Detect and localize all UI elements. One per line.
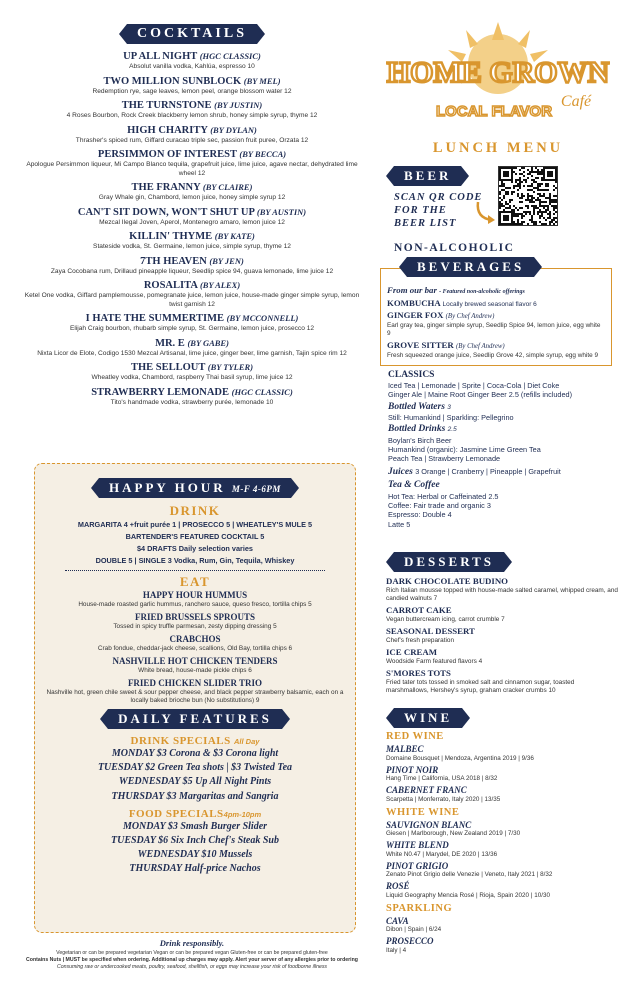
cocktail-by: (BY JEN) xyxy=(209,255,244,266)
food-special: MONDAY $3 Smash Burger Slider xyxy=(122,820,268,832)
food-special: WEDNESDAY $10 Mussels xyxy=(137,849,253,861)
drink-specials-list xyxy=(35,747,355,804)
drink-specials-title: DRINK SPECIALS All Day xyxy=(130,735,260,747)
cocktail-name-line xyxy=(20,279,364,292)
bottled-waters: Bottled Waters 3 xyxy=(388,401,451,412)
dessert-desc: Chef's fresh preparation xyxy=(386,637,455,644)
dessert-name: SEASONAL DESSERT xyxy=(386,626,475,636)
drink-responsibly: Drink responsibly. xyxy=(159,938,225,948)
happy-hour-title: HAPPY HOUR xyxy=(109,480,226,495)
footer xyxy=(20,940,364,971)
hh-drink-line: BARTENDER'S FEATURED COCKTAIL 5 xyxy=(125,532,265,541)
wine-section-title: SPARKLING xyxy=(386,902,453,914)
eat-item-name: NASHVILLE HOT CHICKEN TENDERS xyxy=(112,656,278,666)
happy-hour-drinks xyxy=(35,519,355,567)
daily-features-banner: DAILY FEATURES xyxy=(108,709,282,729)
na-item-desc: Earl gray tea, ginger simple syrup, Seedlip Spice 94, lemon juice, egg white 9 xyxy=(387,322,601,337)
cocktail-name-line xyxy=(20,206,364,219)
drinks-section xyxy=(388,370,618,529)
cocktail-desc: Absolut vanilla vodka, Kahlúa, espresso 10 xyxy=(129,63,255,70)
cocktail-name-line xyxy=(20,99,364,112)
cocktail-name-line xyxy=(20,124,364,137)
wine-list xyxy=(386,731,618,955)
eat-item-name: CRABCHOS xyxy=(169,634,221,644)
drink-special: MONDAY $3 Corona & $3 Corona light xyxy=(111,748,279,759)
wine-desc: Zenato Pinot Grigio delle Venezie | Veneto, Italy 2021 | 8/32 xyxy=(386,871,553,878)
wine-desc: Scarpetta | Monferrato, Italy 2020 | 13/35 xyxy=(386,795,501,803)
wine-name: CAVA xyxy=(386,915,409,926)
cocktail-by: (BY AUSTIN) xyxy=(256,206,307,217)
tea-line: Espresso: Double 4 xyxy=(388,510,452,520)
cocktail-name-line xyxy=(20,337,364,350)
cocktail-desc: Zaya Cocobana rum, Drillaud pineapple liqueur, Seedlip spice 94, guava lemonade, lime juice 12 xyxy=(50,267,334,275)
desserts-banner: DESSERTS xyxy=(394,552,504,572)
cocktail-desc: Thrasher's spiced rum, Giffard curacao triple sec, passion fruit puree, Orzata 12 xyxy=(75,136,309,144)
cocktail-name: CAN'T SIT DOWN, WON'T SHUT UP xyxy=(77,206,255,218)
cocktail-desc: Ketel One vodka, Giffard pamplemousse, pomegranate juice, lemon juice, house-made ginger simple syrup, lemon twist garnish 12 xyxy=(24,292,360,308)
cocktail-item xyxy=(20,75,364,97)
cocktail-item xyxy=(20,50,364,72)
non-alcoholic-section xyxy=(380,242,612,366)
cocktail-by: (BY ALEX) xyxy=(199,280,241,290)
cocktail-desc: Apologue Persimmon liqueur, Mi Campo Blanco tequila, grapefruit juice, lime juice, agave nectar, dehydrated lime wheel 12 xyxy=(26,161,358,177)
cocktail-by: (BY GABE) xyxy=(187,337,229,348)
bottled-drinks: Bottled Drinks 2.5 xyxy=(388,424,457,435)
food-special: TUESDAY $6 Six Inch Chef's Steak Sub xyxy=(110,835,279,847)
cocktail-item xyxy=(20,230,364,252)
dessert-desc: Woodside Farm featured flavors 4 xyxy=(386,658,483,665)
drink-title: DRINK xyxy=(169,503,221,518)
wine-desc: White N0.47 | Marydel, DE 2020 | 13/36 xyxy=(386,850,498,858)
cocktail-desc: Tito's handmade vodka, strawberry purée, lemonade 10 xyxy=(110,398,274,406)
cocktail-item xyxy=(20,312,364,334)
cocktail-by: (HGC CLASSIC) xyxy=(231,386,293,397)
cocktail-desc: Stateside vodka, St. Germaine, lemon juice, simple syrup, thyme 12 xyxy=(93,243,291,250)
na-item-name-line xyxy=(387,340,605,352)
cocktail-item xyxy=(20,386,364,408)
cocktail-item xyxy=(20,361,364,383)
dessert-desc: Vegan buttercream icing, carrot crumble 7 xyxy=(386,616,505,623)
lunch-menu-title: LUNCH MENU xyxy=(432,140,564,156)
cocktail-name: MR. E xyxy=(155,337,185,349)
wine-desc: Italy | 4 xyxy=(386,946,407,954)
wine-desc: Liquid Geography Mencia Rosé | Rioja, Spain 2020 | 10/30 xyxy=(386,891,550,899)
wine-desc: Dibon | Spain | 6/24 xyxy=(386,926,442,933)
cocktail-name: THE TURNSTONE xyxy=(121,100,212,111)
wine-section-title: RED WINE xyxy=(386,731,444,742)
juices: Juices 3 Orange | Cranberry | Pineapple | Grapefruit xyxy=(388,466,561,477)
drink-special: WEDNESDAY $5 Up All Night Pints xyxy=(118,776,272,788)
eat-item-desc: House-made roasted garlic hummus, ranchero sauce, queso fresco, tortilla chips 5 xyxy=(78,601,312,608)
non-alcoholic-title: NON-ALCOHOLIC xyxy=(394,242,515,254)
tea-coffee-title: Tea & Coffee xyxy=(388,480,440,491)
hh-drink-line: $4 DRAFTS Daily selection varies xyxy=(137,544,253,553)
cocktail-name: THE SELLOUT xyxy=(130,362,206,373)
beverages-banner: BEVERAGES xyxy=(407,257,534,277)
na-item-name-line xyxy=(387,298,605,310)
cocktail-by: (BY MCCONNELL) xyxy=(226,313,299,323)
bottled-line: Humankind (organic): Jasmine Lime Green Tea xyxy=(388,445,541,455)
eat-title: EAT xyxy=(179,574,211,589)
eat-item-name: HAPPY HOUR HUMMUS xyxy=(142,590,248,600)
wine-name: PROSECCO xyxy=(386,936,434,946)
eat-item-desc: Crab fondue, cheddar-jack cheese, scallions, Old Bay, tortilla chips 6 xyxy=(97,645,293,652)
food-specials-title: FOOD SPECIALS4pm-10pm xyxy=(128,807,262,820)
hh-drink-line: DOUBLE 5 | SINGLE 3 Vodka, Rum, Gin, Tequila, Whiskey xyxy=(95,556,295,565)
cocktail-desc: 4 Roses Bourbon, Rock Creek blackberry lemon shrub, honey simple syrup, thyme 12 xyxy=(66,112,318,119)
dessert-name: S'MORES TOTS xyxy=(386,668,451,678)
na-item-name: GROVE SITTER xyxy=(387,340,454,350)
food-special: THURSDAY Half-price Nachos xyxy=(129,863,261,875)
dessert-desc: Fried tater tots tossed in smoked salt and cinnamon sugar, toasted marshmallows, Hershey's syrup, graham cracker crumbs 10 xyxy=(386,679,575,694)
happy-hour-box xyxy=(34,463,356,933)
footer-nuts: Contains Nuts | MUST be specified when ordering. Additional up charges may apply. Alert your server of any allergies prior to ordering xyxy=(26,957,358,963)
wine-name: CABERNET FRANC xyxy=(386,785,467,795)
cocktail-name-line xyxy=(20,255,364,268)
wine-name: SAUVIGNON BLANC xyxy=(386,819,472,830)
footer-warning: Consuming raw or undercooked meats, poultry, seafood, shellfish, or eggs may increase your risk of foodborne illness xyxy=(56,964,328,970)
dessert-name: ICE CREAM xyxy=(386,647,438,657)
cocktail-name: UP ALL NIGHT xyxy=(123,51,198,62)
cocktail-name: KILLIN' THYME xyxy=(129,231,213,242)
cocktail-by: (BY CLAIRE) xyxy=(202,182,253,192)
na-item-desc: Fresh squeezed orange juice, Seedlip Grove 42, simple syrup, egg white 9 xyxy=(387,352,599,359)
happy-hour-banner xyxy=(99,478,291,498)
cocktail-name: THE FRANNY xyxy=(131,182,201,193)
cocktail-name-line xyxy=(20,181,364,194)
logo-text-cafe: Café xyxy=(560,93,592,110)
tea-line: Latte 5 xyxy=(388,519,411,529)
qr-pattern xyxy=(499,167,557,225)
cocktail-item xyxy=(20,337,364,359)
cocktail-item xyxy=(20,99,364,121)
logo-text-local: LOCAL FLAVOR xyxy=(435,103,553,120)
happy-hour-eat xyxy=(35,590,355,705)
dessert-name: DARK CHOCOLATE BUDINO xyxy=(386,576,509,586)
drink-special: THURSDAY $3 Margaritas and Sangria xyxy=(111,790,279,802)
bottled-line: Boylan's Birch Beer xyxy=(388,435,452,445)
dessert-desc: Rich Italian mousse topped with house-made salted caramel, whipped cream, and candied walnuts 7 xyxy=(386,587,618,602)
cocktail-desc: Elijah Craig bourbon, rhubarb simple syrup, St. Germaine, lemon juice, prosecco 12 xyxy=(69,325,315,332)
cocktail-desc: Redemption rye, sage leaves, lemon peel, orange blossom water 12 xyxy=(92,87,292,95)
wine-name: MALBEC xyxy=(386,744,424,754)
bottled-line: Peach Tea | Strawberry Lemonade xyxy=(388,454,501,464)
wine-desc: Domaine Bousquet | Mendoza, Argentina 2019 | 9/36 xyxy=(386,754,534,762)
na-item-name: GINGER FOX xyxy=(387,310,444,320)
tea-line: Hot Tea: Herbal or Caffeinated 2.5 xyxy=(388,491,499,501)
cocktail-by: (BY TYLER) xyxy=(207,362,254,372)
bottled-list xyxy=(388,436,618,464)
cocktail-by: (BY JUSTIN) xyxy=(214,100,263,110)
cocktail-name: STRAWBERRY LEMONADE xyxy=(91,386,229,398)
cocktail-desc: Nixta Licor de Elote, Codigo 1530 Mezcal Artisanal, lime juice, ginger beer, lime garnish, Tajin spice rim 12 xyxy=(37,349,347,357)
desserts-section xyxy=(386,552,618,697)
beer-list-qr-code[interactable] xyxy=(498,166,558,226)
waters-line: Still: Humankind | Sparkling: Pellegrino xyxy=(388,413,514,423)
eat-item-name: FRIED BRUSSELS SPROUTS xyxy=(134,612,256,622)
classics-line: Iced Tea | Lemonade | Sprite | Coca-Cola | Diet Coke xyxy=(388,381,560,390)
beer-banner: BEER xyxy=(394,166,461,186)
arrow-icon xyxy=(474,200,496,224)
cocktail-list xyxy=(20,50,364,407)
drink-special: TUESDAY $2 Green Tea shots | $3 Twisted Tea xyxy=(97,762,293,774)
cocktail-name-line xyxy=(20,50,364,63)
cocktail-item xyxy=(20,124,364,146)
footer-legend: Vegetarian or can be prepared vegetarian Vegan or can be prepared vegan Gluten-free or can be prepared gluten-free xyxy=(56,950,328,956)
eat-item-desc: Tossed in spicy truffle parmesan, zesty dipping dressing 5 xyxy=(113,623,277,630)
cocktails-banner: COCKTAILS xyxy=(127,24,257,44)
classics-list xyxy=(388,381,618,400)
food-specials-list xyxy=(35,820,355,877)
eat-item-name: FRIED CHICKEN SLIDER TRIO xyxy=(127,678,263,688)
cocktail-name: I HATE THE SUMMERTIME xyxy=(85,313,225,324)
eat-item-desc: White bread, house-made pickle chips 6 xyxy=(138,667,252,674)
cocktail-desc: Wheatley vodka, Chambord, raspberry Thai basil syrup, lime juice 12 xyxy=(91,374,293,381)
cocktail-name: PERSIMMON OF INTEREST xyxy=(97,149,237,160)
na-item-name-line xyxy=(387,310,605,322)
cocktail-by: (BY KATE) xyxy=(214,231,255,241)
dessert-list xyxy=(386,576,618,695)
cocktail-name: ROSALITA xyxy=(143,280,198,291)
divider xyxy=(65,570,325,571)
cocktail-item xyxy=(20,279,364,309)
cocktail-item xyxy=(20,181,364,203)
cocktail-desc: Gray Whale gin, Chambord, lemon juice, honey simple syrup 12 xyxy=(98,194,286,201)
cocktail-by: (BY MEL) xyxy=(243,75,281,86)
home-grown-cafe-logo xyxy=(386,20,610,132)
wine-name: PINOT NOIR xyxy=(386,764,439,775)
na-item-desc: Locally brewed seasonal flavor 6 xyxy=(442,301,537,308)
cocktail-name-line xyxy=(20,361,364,374)
scan-line: FOR THE xyxy=(394,205,447,216)
cocktail-item xyxy=(20,255,364,277)
cocktail-item xyxy=(20,206,364,228)
cocktail-name: 7TH HEAVEN xyxy=(140,255,207,267)
beer-section xyxy=(386,166,616,236)
wine-section xyxy=(386,708,618,955)
scan-line: BEER LIST xyxy=(394,218,457,229)
wine-section-title: WHITE WINE xyxy=(386,806,460,818)
happy-hour-days: M-F 4-6PM xyxy=(231,484,281,494)
wine-name: PINOT GRIGIO xyxy=(386,860,449,871)
tea-line: Coffee: Fair trade and organic 3 xyxy=(388,501,491,511)
cocktail-name-line xyxy=(20,148,364,161)
wine-banner: WINE xyxy=(394,708,462,728)
classics-line: Ginger Ale | Maine Root Ginger Beer 2.5 (refills included) xyxy=(388,390,573,400)
tea-list xyxy=(388,492,618,529)
na-items xyxy=(387,298,605,360)
cocktail-name: TWO MILLION SUNBLOCK xyxy=(103,75,242,87)
cocktail-name: HIGH CHARITY xyxy=(127,124,208,136)
cocktail-name-line xyxy=(20,386,364,399)
cocktail-name-line xyxy=(20,230,364,243)
cocktail-name-line xyxy=(20,312,364,325)
wine-name: ROSÉ xyxy=(386,881,410,891)
scan-line: SCAN QR CODE xyxy=(394,192,483,203)
cocktails-section xyxy=(20,24,364,410)
cocktail-item xyxy=(20,148,364,178)
cocktail-desc: Mezcal Ilegal Joven, Aperol, Montenegro amaro, lemon juice 12 xyxy=(99,218,285,226)
na-item-by: (By Chef Andrew) xyxy=(455,343,505,350)
cocktail-by: (HGC CLASSIC) xyxy=(199,51,261,61)
dessert-name: CARROT CAKE xyxy=(386,605,452,615)
eat-item-desc: Nashville hot, green chile sweet & sour pepper cheese, and black pepper strawberry balsamic, each on a locally baked brioche bun (No substitutions) 9 xyxy=(46,689,344,704)
wine-name: WHITE BLEND xyxy=(386,840,449,850)
na-item-name: KOMBUCHA xyxy=(387,298,441,308)
cocktail-by: (BY BECCA) xyxy=(239,149,287,159)
na-item-by: (By Chef Andrew) xyxy=(445,313,495,320)
cocktail-name-line xyxy=(20,75,364,88)
classics-title: CLASSICS xyxy=(388,370,435,380)
from-our-bar-box xyxy=(380,259,612,366)
logo-text-main: HOME GROWN xyxy=(386,56,610,89)
cocktail-by: (BY DYLAN) xyxy=(210,124,257,135)
hh-drink-line: MARGARITA 4 +fruit purée 1 | PROSECCO 5 | WHEATLEY'S MULE 5 xyxy=(77,520,313,529)
wine-desc: Giesen | Marlborough, New Zealand 2019 | 7/30 xyxy=(386,830,521,837)
wine-desc: Hang Time | California, USA 2018 | 8/32 xyxy=(386,775,498,782)
from-our-bar: From our bar - Featured non-alcoholic offerings xyxy=(387,285,525,295)
